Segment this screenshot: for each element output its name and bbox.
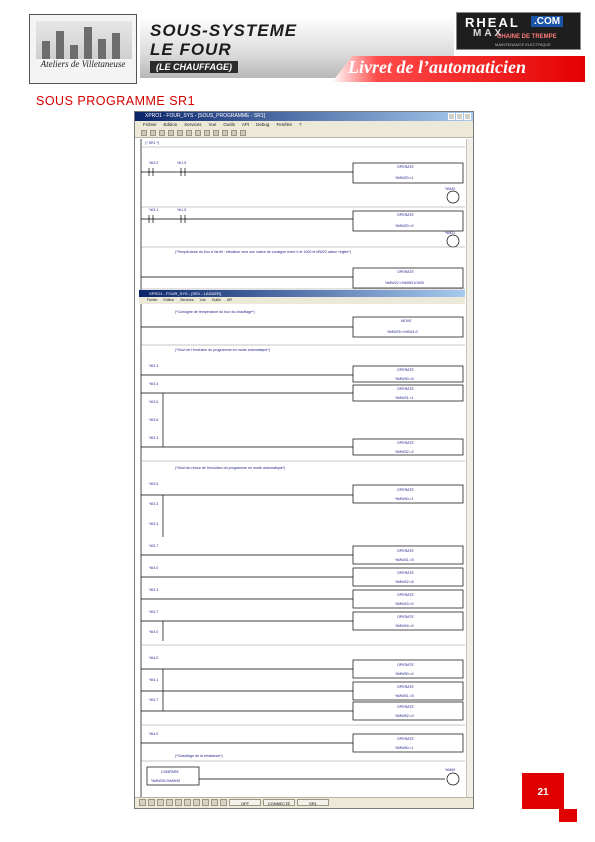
tool-icon[interactable] <box>157 799 164 806</box>
tool-icon[interactable] <box>193 799 200 806</box>
rung-comment: (*Température du four à l'arrêt : élévation vers une valeur de consigne entre 0 et 1000 et MW22 valeur réglée*) <box>175 250 352 254</box>
coil-label: %M21 <box>445 231 456 235</box>
block-value: %MW25:=%KW1:0 <box>387 330 418 334</box>
contact-label: %I3.3 <box>149 588 159 592</box>
block-label: OPERATE <box>397 593 414 597</box>
section-title: SOUS PROGRAMME SR1 <box>36 94 196 108</box>
tool-icon[interactable] <box>139 799 146 806</box>
header-title-line1: SOUS-SYSTEME <box>150 21 298 40</box>
minimize-icon[interactable] <box>448 113 455 120</box>
contact-label: %I1.5 <box>177 208 187 212</box>
contact-label: %I3.7 <box>149 544 159 548</box>
castle-icon <box>36 21 132 59</box>
menu-item-file[interactable]: Fichier <box>147 298 158 302</box>
rung-comment: (*Suivi de l'évolution du programme en mode automatique*) <box>175 348 270 352</box>
rung-comment: (*Chauffage de la résistance*) <box>175 754 223 758</box>
block-value: %MW30:=5 <box>395 377 414 381</box>
block-value: %MW20:=0 <box>395 224 414 228</box>
block-label: OPERATE <box>397 549 414 553</box>
window-title: XPRO1 - FOUR_SYS - [SOUS_PROGRAMME - SR1] <box>145 113 266 119</box>
paste-icon[interactable] <box>195 130 201 136</box>
coil-label: %M20 <box>445 187 456 191</box>
contact-label: %I3.4 <box>149 382 159 386</box>
block-label: OPERATE <box>397 663 414 667</box>
contact-label: %I4.0 <box>149 566 159 570</box>
block-value: %MW22:=%MW21/1000 <box>385 281 425 285</box>
ateliers-logo <box>29 14 137 84</box>
block-value: %MW44:=0 <box>395 624 414 628</box>
menu-item-view[interactable]: Vue <box>199 298 206 302</box>
menu-item-help[interactable]: ? <box>298 122 302 127</box>
vertical-scrollbar[interactable] <box>466 139 473 799</box>
block-label: OPERATE <box>397 270 414 274</box>
tool-icon[interactable] <box>220 799 227 806</box>
block-value: %MW25=%MW40 <box>151 779 181 783</box>
page-header <box>10 8 587 84</box>
brand-tagline: CHAINE DE TREMPE <box>497 34 557 40</box>
logo-text: Ateliers de Villetaneuse <box>40 59 126 69</box>
menu-item-edit[interactable]: Edition <box>163 122 178 127</box>
menu-item-edit[interactable]: Edition <box>163 298 175 302</box>
coil-icon[interactable] <box>447 773 459 785</box>
block-label: OPERATE <box>397 488 414 492</box>
contact-label: %I3.3 <box>149 502 159 506</box>
copy-icon[interactable] <box>186 130 192 136</box>
block-label: OPERATE <box>397 685 414 689</box>
block-label: OPERATE <box>397 571 414 575</box>
help-icon[interactable] <box>240 130 246 136</box>
coil-icon[interactable] <box>447 191 459 203</box>
contact-label: %I4.0 <box>149 656 159 660</box>
top-comment: (* SR1 *) <box>145 141 160 145</box>
header-subtitle: Livret de l’automaticien <box>348 57 526 77</box>
contact-label: %I3.5 <box>149 482 159 486</box>
contact-label: %I3.7 <box>149 698 159 702</box>
contact-label: %I3.5 <box>149 400 159 404</box>
window-titlebar <box>135 112 473 121</box>
header-title-line3: (LE CHAUFFAGE) <box>150 61 238 73</box>
menu-item-services[interactable]: Services <box>180 298 194 302</box>
block-label: OPERATE <box>397 387 414 391</box>
window-controls <box>448 113 471 120</box>
block-value: %MW41:=5 <box>395 558 414 562</box>
brand-sub: MAINTENANCE ELECTRIQUE <box>495 42 551 47</box>
contact-label: %I3.1 <box>149 208 159 212</box>
contact-label: %I3.3 <box>149 364 159 368</box>
save-icon[interactable] <box>159 130 165 136</box>
brand-bottom: MAX <box>473 28 505 39</box>
print-icon[interactable] <box>168 130 174 136</box>
contact-label: %I4.1 <box>149 678 159 682</box>
menu-item-api[interactable]: API <box>226 298 233 302</box>
page-number-shadow <box>559 809 577 822</box>
block-label: OPERATE <box>397 441 414 445</box>
menu-item-api[interactable]: API <box>241 122 250 127</box>
block-label: MOVE <box>401 319 412 323</box>
connect-icon[interactable] <box>213 130 219 136</box>
new-icon[interactable] <box>141 130 147 136</box>
maximize-icon[interactable] <box>456 113 463 120</box>
block-label: OPERATE <box>397 615 414 619</box>
menu-bar <box>135 121 473 129</box>
contact-label: %I3.6 <box>149 418 159 422</box>
contact-label: %I3.2 <box>149 161 159 165</box>
menu-item-view[interactable]: Vue <box>208 122 217 127</box>
menu-item-debug[interactable]: Debug <box>256 122 270 127</box>
subwindow-menu <box>139 297 465 304</box>
run-icon[interactable] <box>222 130 228 136</box>
open-icon[interactable] <box>150 130 156 136</box>
block-value: %MW20:=1 <box>395 176 414 180</box>
status-field: OFF <box>229 799 261 806</box>
coil-icon[interactable] <box>447 235 459 247</box>
contact-label: %I4.0 <box>149 732 159 736</box>
tool-icon[interactable] <box>184 799 191 806</box>
block-label: COMPARE <box>161 770 179 774</box>
tool-icon[interactable] <box>211 799 218 806</box>
close-icon[interactable] <box>464 113 471 120</box>
tool-icon[interactable] <box>202 799 209 806</box>
menu-item-tools[interactable]: Outils <box>223 122 235 127</box>
ladder-diagram <box>135 139 465 799</box>
block-label: OPERATE <box>397 368 414 372</box>
zoom-icon[interactable] <box>204 130 210 136</box>
contact-label: %I1.5 <box>177 161 187 165</box>
coil-label: %M60 <box>445 768 456 772</box>
block-value: %MW31:=1 <box>395 396 414 400</box>
menu-item-file[interactable]: Fichier <box>143 122 157 127</box>
contact-label: %I3.7 <box>149 610 159 614</box>
cut-icon[interactable] <box>177 130 183 136</box>
contact-label: %I4.0 <box>149 630 159 634</box>
tool-icon[interactable] <box>175 799 182 806</box>
block-value: %MW40:=1 <box>395 497 414 501</box>
block-label: OPERATE <box>397 165 414 169</box>
status-field: SR1 <box>297 799 329 806</box>
brand-com: .COM <box>531 16 563 27</box>
contact-label: %I3.4 <box>149 522 159 526</box>
block-label: OPERATE <box>397 213 414 217</box>
block-value: %MW32:=2 <box>395 450 414 454</box>
contact-label: %I3.3 <box>149 436 159 440</box>
status-bar <box>135 797 474 808</box>
block-value: %MW43:=0 <box>395 602 414 606</box>
subwindow-titlebar: XPRO1 - FOUR_SYS - [SR1 - LADDER] <box>139 290 465 297</box>
rung-comment: (*Suivi du retour de l'évolution du programme en mode automatique*) <box>175 466 286 470</box>
software-window <box>134 111 474 809</box>
stop-icon[interactable] <box>231 130 237 136</box>
tool-icon[interactable] <box>166 799 173 806</box>
block-value: %MW51:=5 <box>395 694 414 698</box>
header-title-line2: LE FOUR <box>150 40 232 59</box>
block-label: OPERATE <box>397 705 414 709</box>
block-value: %MW50:=4 <box>395 672 414 676</box>
menu-item-services[interactable]: Services <box>184 122 202 127</box>
page-number: 21 <box>537 787 549 798</box>
block-value: %MW52:=0 <box>395 714 414 718</box>
menu-item-tools[interactable]: Outils <box>211 298 221 302</box>
menu-item-window[interactable]: Fenêtre <box>276 122 292 127</box>
rhealmax-logo <box>456 12 581 50</box>
brand-top: RHEAL <box>465 15 520 30</box>
rung-comment: (*Consigne de température du four du chauffage*) <box>175 310 255 314</box>
block-value: %MW60:=1 <box>395 746 414 750</box>
tool-icon[interactable] <box>148 799 155 806</box>
ladder-editor[interactable] <box>135 139 474 799</box>
block-label: OPERATE <box>397 737 414 741</box>
status-field: CONNECTÉ <box>263 799 295 806</box>
page-number-box <box>522 773 564 809</box>
block-value: %MW42:=6 <box>395 580 414 584</box>
toolbar <box>135 129 473 138</box>
